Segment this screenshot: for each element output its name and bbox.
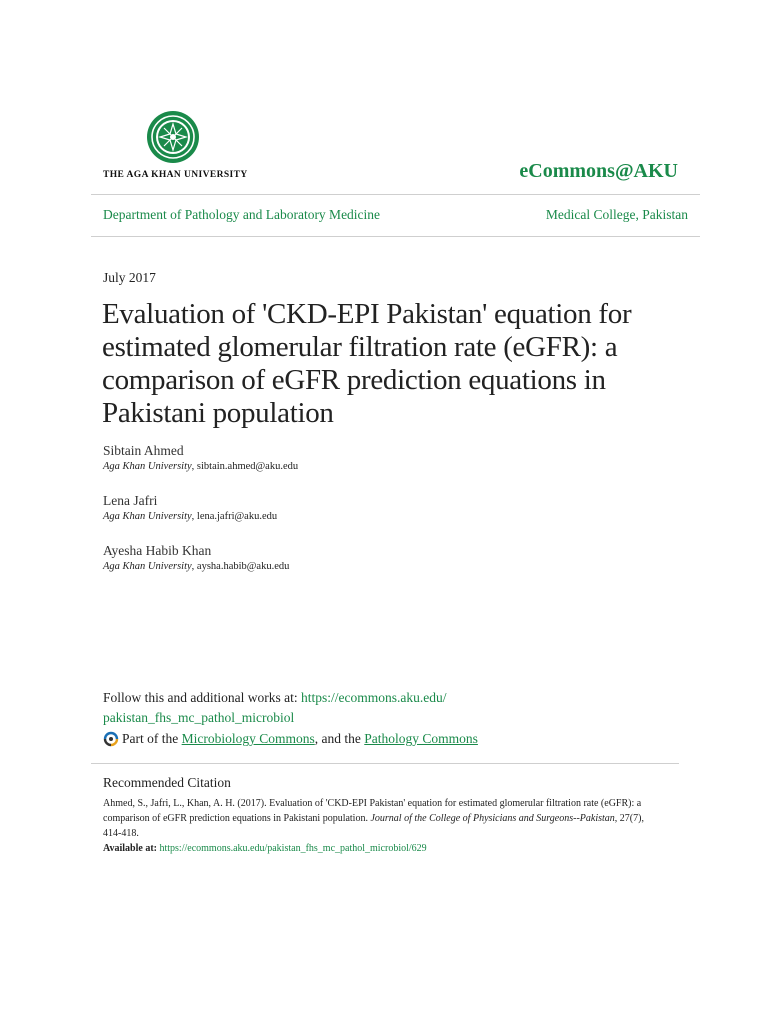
and-the-label: , and the — [314, 731, 361, 746]
author-name: Sibtain Ahmed — [103, 443, 184, 458]
available-url-link[interactable]: https://ecommons.aku.edu/pakistan_fhs_mc_pathol_microbiol/629 — [156, 843, 427, 854]
author-name: Ayesha Habib Khan — [103, 543, 212, 558]
affiliation-name: Aga Khan University — [103, 561, 192, 572]
author-email: , aysha.habib@aku.edu — [191, 561, 290, 572]
divider — [91, 236, 700, 237]
citation-pages: 414-418. — [103, 828, 139, 839]
affiliation-name: Aga Khan University — [103, 511, 192, 522]
follow-url-link[interactable]: https://ecommons.aku.edu/ — [301, 690, 447, 705]
part-of-label: Part of the — [122, 731, 179, 746]
citation-plain: Ahmed, S., Jafri, L., Khan, A. H. (2017). Evaluation of 'CKD-EPI Pakistan' equation for estimated glomerular filtration rate (eGFR): a comparison of eGFR prediction equations in Pakistani population. — [103, 798, 642, 824]
citation-volume: , 27(7), — [614, 813, 644, 824]
department-link[interactable]: Department of Pathology and Laboratory Medicine — [103, 207, 381, 222]
affiliation-name: Aga Khan University — [103, 461, 192, 472]
citation-journal: Journal of the College of Physicians and Surgeons--Pakistan — [370, 813, 615, 824]
part-of-commons — [103, 731, 478, 747]
follow-prefix: Follow this and additional works at: — [103, 690, 301, 705]
college-link[interactable]: Medical College, Pakistan — [545, 207, 688, 222]
follow-works — [103, 688, 523, 728]
citation-text — [103, 796, 663, 856]
author-affiliation — [103, 461, 298, 472]
pathology-commons-link[interactable]: Pathology Commons — [364, 731, 478, 746]
author-block — [103, 543, 289, 572]
author-name: Lena Jafri — [103, 493, 158, 508]
available-at-label: Available at: — [103, 843, 157, 854]
paper-title: Evaluation of 'CKD-EPI Pakistan' equation for estimated glomerular filtration rate (eGFR): a comparison of eGFR prediction equations in Pakistani population — [102, 298, 632, 429]
author-block — [103, 443, 298, 472]
follow-url-link-cont[interactable]: pakistan_fhs_mc_pathol_microbiol — [103, 710, 295, 725]
network-commons-icon — [103, 731, 119, 747]
divider — [91, 194, 700, 195]
author-email: , lena.jafri@aku.edu — [191, 511, 278, 522]
publication-date: July 2017 — [103, 270, 156, 285]
author-email: , sibtain.ahmed@aku.edu — [191, 461, 299, 472]
microbiology-commons-link[interactable]: Microbiology Commons — [181, 731, 315, 746]
aga-khan-university-logo-icon — [146, 110, 200, 164]
author-affiliation — [103, 561, 289, 572]
university-name: THE AGA KHAN UNIVERSITY — [103, 170, 248, 180]
divider — [91, 763, 679, 764]
author-block — [103, 493, 277, 522]
recommended-citation-heading: Recommended Citation — [103, 775, 231, 790]
author-affiliation — [103, 511, 277, 522]
repository-link[interactable]: eCommons@AKU — [519, 160, 678, 182]
